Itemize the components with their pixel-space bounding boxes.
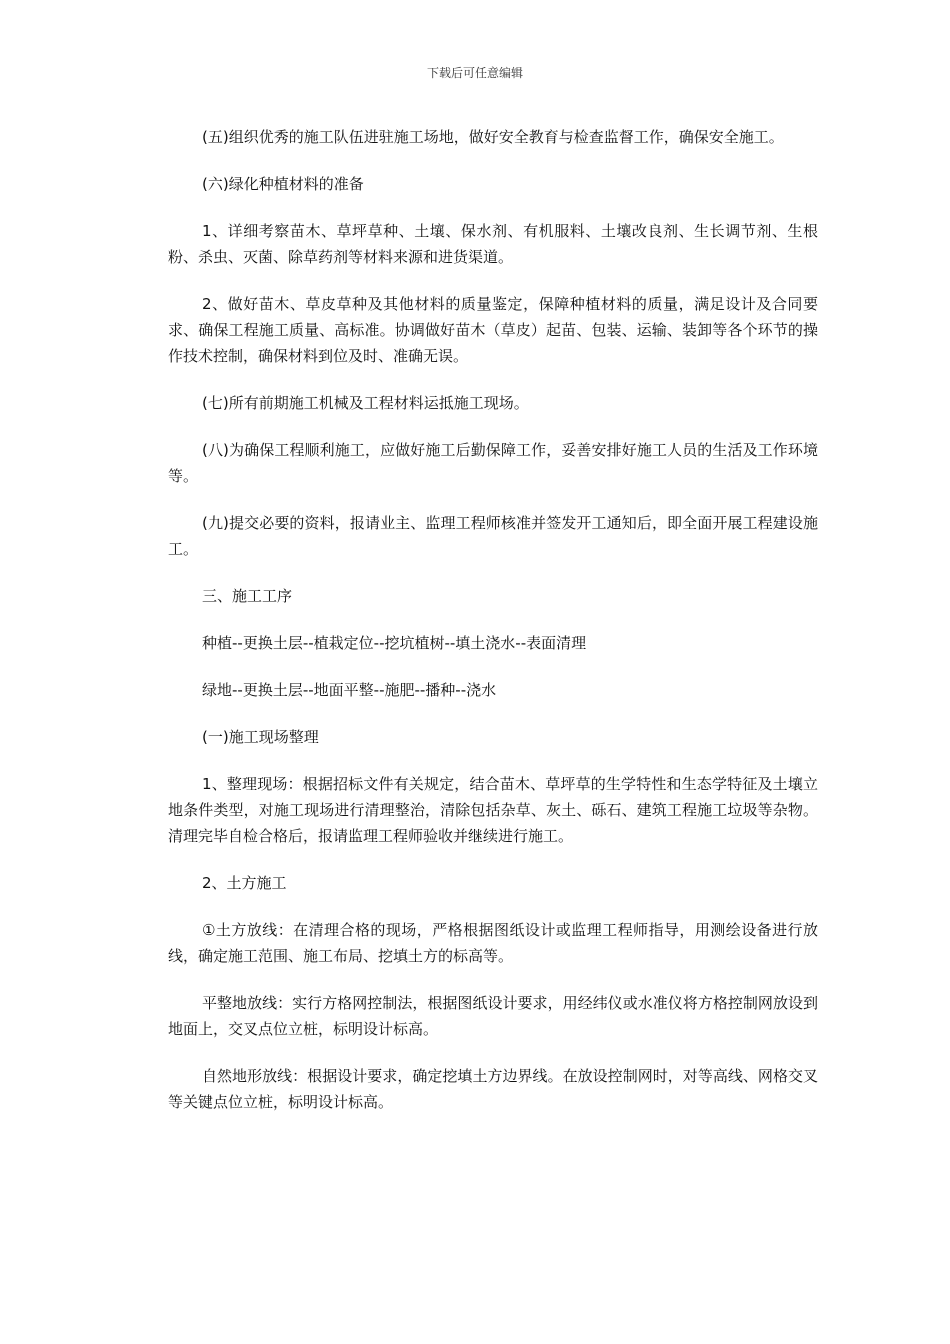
subsection-heading-1: (一)施工现场整理 xyxy=(202,728,319,746)
paragraph-12: 1、整理现场：根据招标文件有关规定，结合苗木、草坪草的生学特性和生态学特征及土壤立地条件类型，对施工现场进行清理整治，清除包括杂草、灰土、砾石、建筑工程施工垃圾等杂物。清理完毕自检合格后，报请监理工程师验收并继续进行施工。 xyxy=(168,775,818,845)
subsection-heading-2: 2、土方施工 xyxy=(202,874,287,892)
paragraph-16: 自然地形放线：根据设计要求，确定挖填土方边界线。在放设控制网时，对等高线、网格交叉 等关键点位立桩，标明设计标高。 xyxy=(168,1067,834,1111)
process-planting: 种植--更换土层--植栽定位--挖坑植树--填土浇水--表面清理 xyxy=(202,634,587,652)
paragraph-5: (七)所有前期施工机械及工程材料运抵施工现场。 xyxy=(202,394,529,412)
header-note: 下载后可任意编辑 xyxy=(426,66,523,80)
paragraph-14: ①土方放线：在清理合格的现场，严格根据图纸设计或监理工程师指导，用测绘设备进行放线，确定施工范围、施工布局、挖填土方的标高等。 xyxy=(168,921,818,965)
paragraph-6: (八)为确保工程顺利施工，应做好施工后勤保障工作，妥善安排好施工人员的生活及工作环境等。 xyxy=(168,441,818,485)
process-greenland: 绿地--更换土层--地面平整--施肥--播种--浇水 xyxy=(202,681,497,699)
paragraph-15: 平整地放线：实行方格网控制法，根据图纸设计要求，用经纬仪或水准仪将方格控制网放设到地面上，交叉点位立桩，标明设计标高。 xyxy=(168,994,818,1038)
document-body xyxy=(168,124,834,1136)
paragraph-1: (五)组织优秀的施工队伍进驻施工场地，做好安全教育与检查监督工作，确保安全施工。 xyxy=(202,128,784,146)
paragraph-3: 1、详细考察苗木、草坪草种、土壤、保水剂、有机服料、土壤改良剂、生长调节剂、生根粉、杀虫、灭菌、除草药剂等材料来源和进货渠道。 xyxy=(168,222,818,266)
paragraph-4: 2、做好苗木、草皮草种及其他材料的质量鉴定，保障种植材料的质量，满足设计及合同要求、确保工程施工质量、高标准。协调做好苗木（草皮）起苗、包装、运输、装卸等各个环节的操作技术控制，确保材料到位及时、准确无误。 xyxy=(168,295,818,365)
section-heading-3: 三、施工工序 xyxy=(202,587,293,605)
section-heading-6: (六)绿化种植材料的准备 xyxy=(202,175,364,193)
paragraph-7: (九)提交必要的资料，报请业主、监理工程师核准并签发开工通知后，即全面开展工程建设施工。 xyxy=(168,514,818,558)
